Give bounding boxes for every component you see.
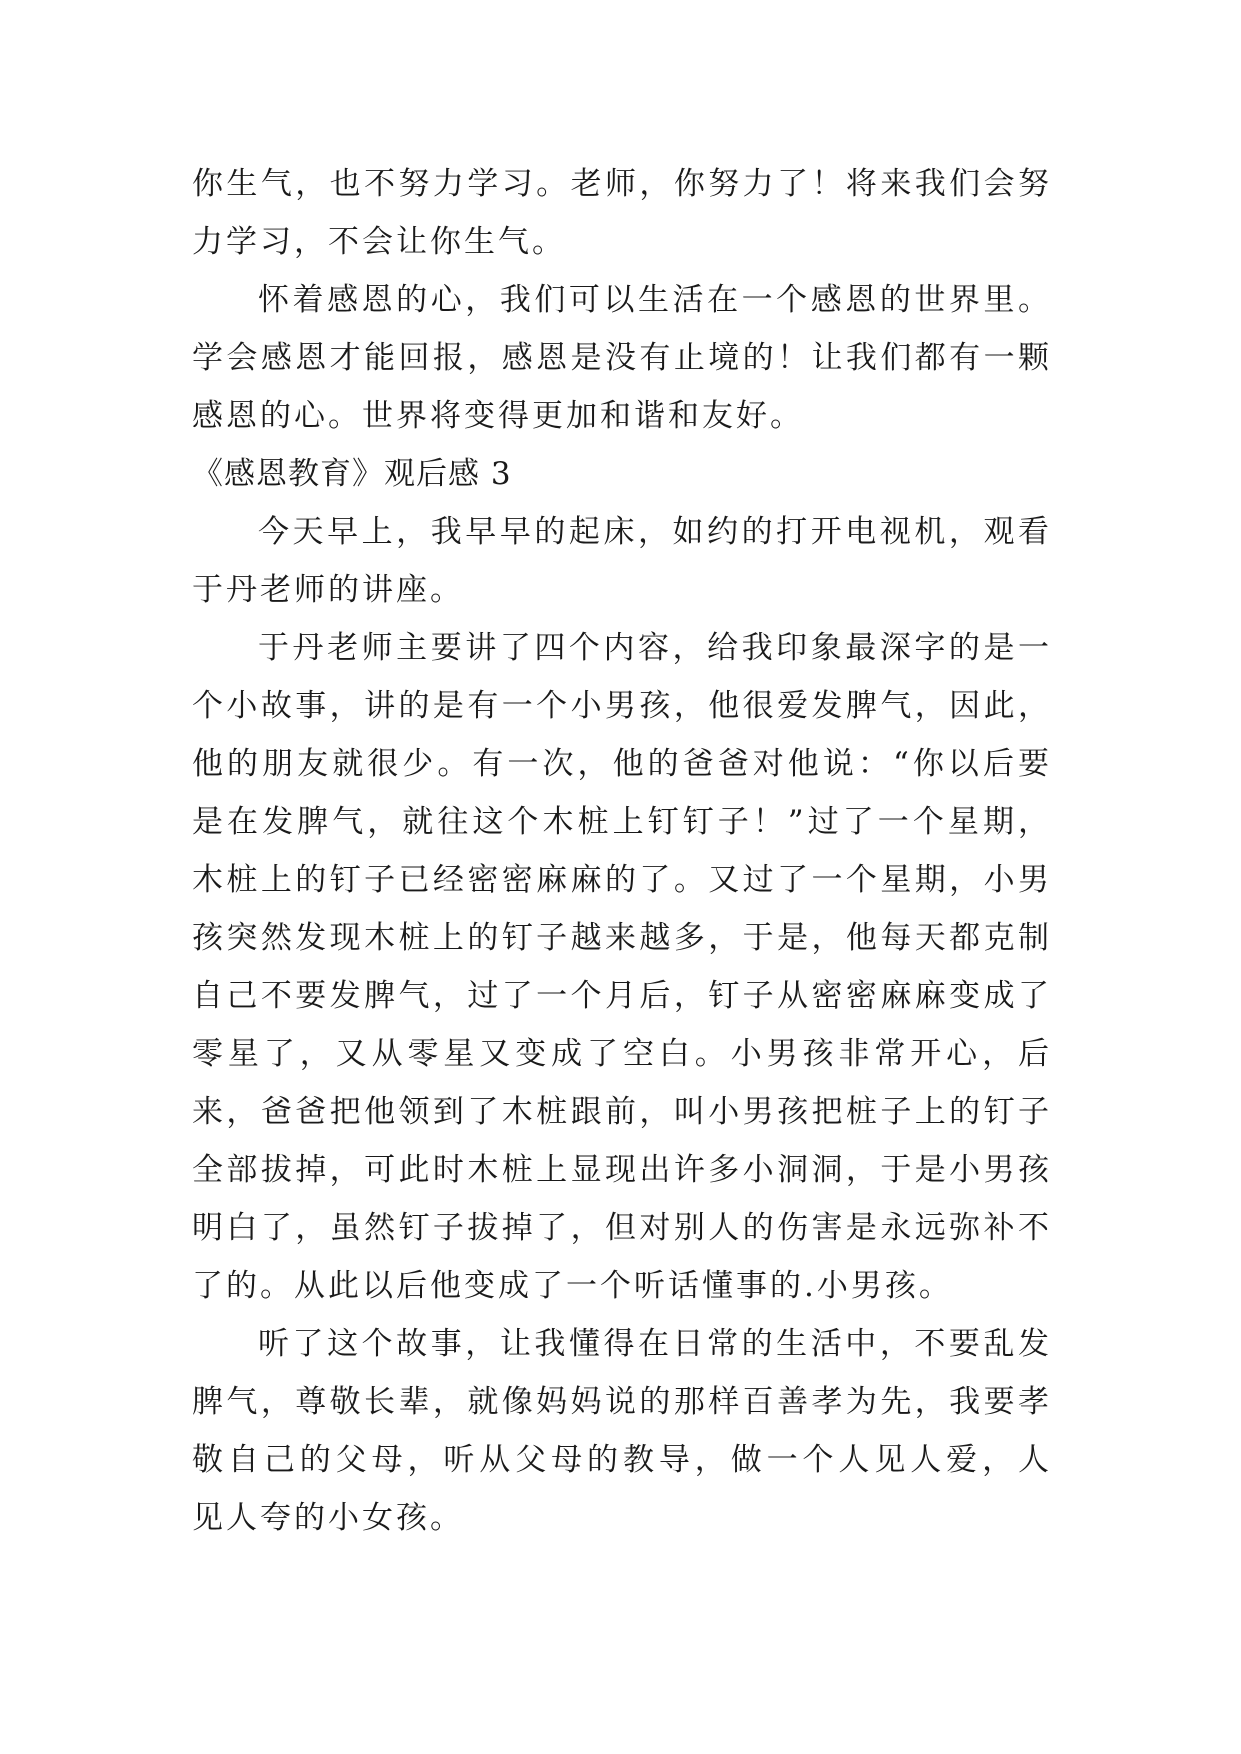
section-heading: 《感恩教育》观后感 3 xyxy=(192,456,512,492)
paragraph-story: 于丹老师主要讲了四个内容，给我印象最深字的是一个小故事，讲的是有一个小男孩，他很爱发脾气，因此，他的朋友就很少。有一次，他的爸爸对他说：“你以后要是在发脾气，就往这个木桩上钉钉子！”过了一个星期，木桩上的钉子已经密密麻麻的了。又过了一个星期，小男孩突然发现木桩上的钉子越来越多，于是，他每天都克制自己不要发脾气，过了一个月后，钉子从密密麻麻变成了零星了，又从零星又变成了空白。小男孩非常开心，后来，爸爸把他领到了木桩跟前，叫小男孩把桩子上的钉子全部拔掉，可此时木桩上显现出许多小洞洞，于是小男孩明白了，虽然钉子拔掉了，但对别人的伤害是永远弥补不了的。从此以后他变成了一个听话懂事的.小男孩。 xyxy=(192,630,1052,1304)
paragraph-lesson: 听了这个故事，让我懂得在日常的生活中，不要乱发脾气，尊敬长辈，就像妈妈说的那样百善孝为先，我要孝敬自己的父母，听从父母的教导，做一个人见人爱，人 见人夸的小女孩。 xyxy=(192,1326,1052,1536)
paragraph-gratitude-heart: 怀着感恩的心，我们可以生活在一个感恩的世界里。学会感恩才能回报，感恩是没有止境的！让我们都有一颗感恩的心。世界将变得更加和谐和友好。 xyxy=(192,282,1052,434)
document-body xyxy=(192,155,1052,1547)
paragraph-continuation: 你生气，也不努力学习。老师，你努力了！将来我们会努力学习，不会让你生气。 xyxy=(192,166,1052,260)
paragraph-morning: 今天早上，我早早的起床，如约的打开电视机，观看于丹老师的讲座。 xyxy=(192,514,1052,608)
